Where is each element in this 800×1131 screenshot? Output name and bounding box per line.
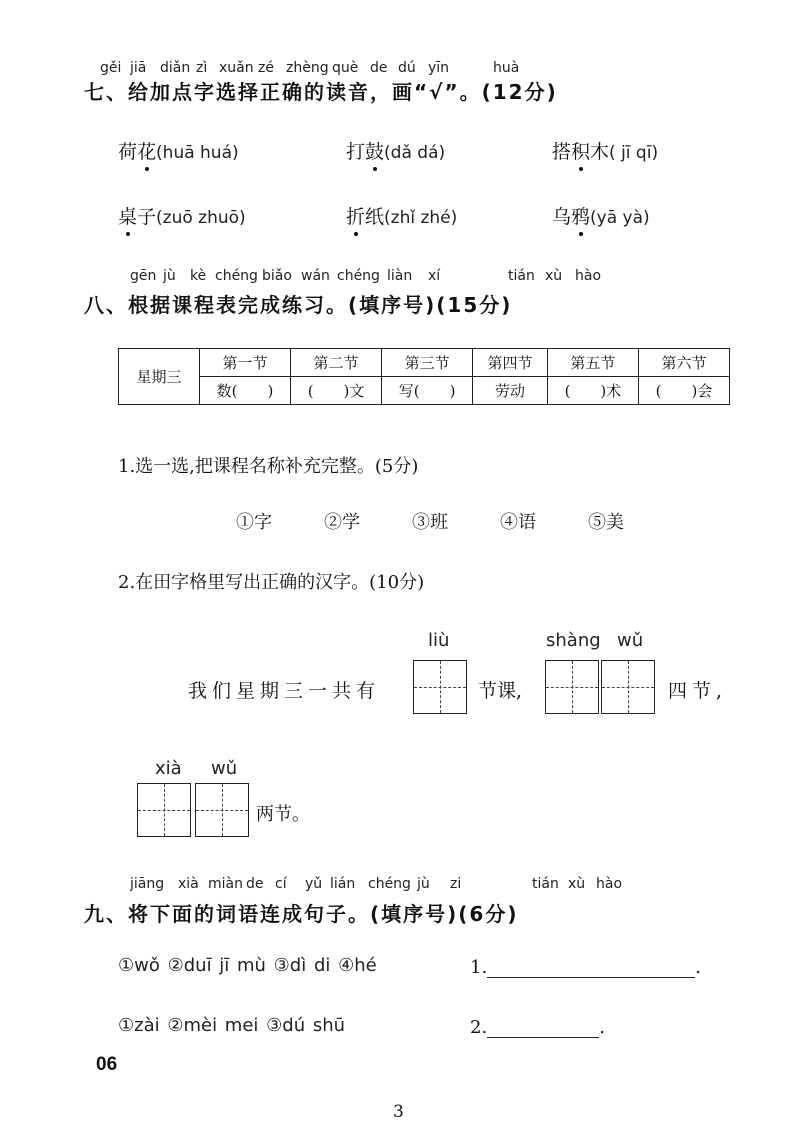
option-4[interactable]: ④语 (500, 512, 536, 533)
item-zhuozi[interactable]: 桌子(zuō zhuō) (118, 202, 246, 229)
item-hehua[interactable]: 荷花(huā huá) (118, 137, 239, 164)
pinyin-syllable: hào (596, 876, 623, 892)
pinyin-syllable: xù (545, 268, 563, 284)
option-5[interactable]: ⑤美 (588, 512, 624, 533)
section9-heading: 九、将下面的词语连成句子。(填序号)(6分) (84, 902, 519, 926)
item-dagu[interactable]: 打鼓(dǎ dá) (346, 137, 445, 164)
item-dajimu[interactable]: 搭积木( jī qī) (552, 137, 658, 164)
pinyin-syllable: jiāng (130, 876, 165, 892)
dotted-char: 鸦 (571, 202, 590, 229)
pinyin-wu1: wǔ (617, 630, 644, 651)
pinyin-syllable: kè (190, 268, 207, 284)
dotted-char: 桌 (118, 202, 137, 229)
course-cell[interactable]: ( )会 (638, 377, 729, 405)
day-cell: 星期三 (119, 349, 200, 405)
pinyin-syllable: zi (450, 876, 462, 892)
sentence-end-b: 两节。 (256, 804, 310, 825)
sentence-end-a: 四节, (668, 680, 728, 702)
option-3[interactable]: ③班 (412, 512, 448, 533)
period-header: 第六节 (638, 349, 729, 377)
pinyin-syllable: tián (508, 268, 535, 284)
answer-1[interactable]: 1. . (470, 957, 701, 978)
pinyin-syllable: zé (258, 60, 274, 76)
pinyin-syllable: xuǎn (219, 60, 254, 76)
course-cell[interactable]: 写( ) (382, 377, 473, 405)
words-row-2: ①zài ②mèi mei ③dú shū (118, 1015, 346, 1036)
sentence-mid: 节课, (478, 680, 523, 702)
pinyin-syllable: de (370, 60, 388, 76)
pinyin-shang: shàng (546, 630, 601, 651)
q2-prompt: 2.在田字格里写出正确的汉字。(10分) (118, 572, 425, 593)
pinyin-liu: liù (428, 630, 450, 651)
sentence-start: 我们星期三一共有 (188, 680, 381, 702)
answer-line[interactable] (487, 1015, 599, 1038)
pinyin-syllable: jù (163, 268, 176, 284)
section8-heading: 八、根据课程表完成练习。(填序号)(15分) (84, 293, 513, 317)
period-header: 第四节 (473, 349, 548, 377)
dotted-char: 花 (137, 137, 156, 164)
item-zhezhi[interactable]: 折纸(zhǐ zhé) (346, 202, 457, 229)
page-label: 06 (96, 1054, 118, 1075)
pinyin-syllable: hào (575, 268, 602, 284)
pinyin-syllable: huà (493, 60, 520, 76)
pinyin-syllable: gěi (100, 60, 122, 76)
pinyin-syllable: zì (196, 60, 208, 76)
pinyin-syllable: gēn (130, 268, 157, 284)
period-header: 第三节 (382, 349, 473, 377)
q1-prompt: 1.选一选,把课程名称补充完整。(5分) (118, 456, 419, 477)
pinyin-syllable: miàn (208, 876, 243, 892)
pinyin-syllable: wán (301, 268, 330, 284)
dotted-char: 折 (346, 202, 365, 229)
dotted-char: 积 (571, 137, 590, 164)
pinyin-syllable: xià (178, 876, 199, 892)
pinyin-syllable: diǎn (160, 60, 191, 76)
pinyin-syllable: yīn (428, 60, 450, 76)
pinyin-syllable: chéng (215, 268, 258, 284)
course-cell[interactable]: ( )术 (547, 377, 638, 405)
words-row-1: ①wǒ ②duī jī mù ③dì di ④hé (118, 955, 377, 976)
dotted-char: 鼓 (365, 137, 384, 164)
pinyin-syllable: cí (275, 876, 287, 892)
pinyin-syllable: què (332, 60, 359, 76)
section7-heading: 七、给加点字选择正确的读音，画“√”。(12分) (84, 80, 558, 104)
pinyin-syllable: dú (398, 60, 416, 76)
pinyin-syllable: zhèng (286, 60, 329, 76)
schedule-table (118, 348, 730, 405)
course-cell[interactable]: 数( ) (200, 377, 291, 405)
pinyin-syllable: jù (417, 876, 430, 892)
period-header: 第二节 (291, 349, 382, 377)
pinyin-syllable: liàn (387, 268, 413, 284)
pinyin-syllable: lián (330, 876, 356, 892)
item-wuya[interactable]: 乌鸦(yā yà) (552, 202, 650, 229)
page-number: 3 (393, 1102, 404, 1122)
tianzige-box[interactable] (413, 660, 467, 714)
option-2[interactable]: ②学 (324, 512, 360, 533)
pinyin-syllable: yǔ (305, 876, 323, 892)
tianzige-box[interactable] (137, 783, 191, 837)
pinyin-syllable: de (246, 876, 264, 892)
answer-2[interactable]: 2. . (470, 1017, 605, 1038)
answer-line[interactable] (487, 955, 695, 978)
tianzige-box[interactable] (601, 660, 655, 714)
pinyin-wu2: wǔ (211, 758, 238, 779)
pinyin-syllable: xí (428, 268, 441, 284)
pinyin-xia: xià (155, 758, 182, 779)
tianzige-box[interactable] (545, 660, 599, 714)
pinyin-syllable: xù (568, 876, 586, 892)
pinyin-syllable: chéng (337, 268, 380, 284)
tianzige-box[interactable] (195, 783, 249, 837)
pinyin-syllable: chéng (368, 876, 411, 892)
pinyin-syllable: tián (532, 876, 559, 892)
course-cell: 劳动 (473, 377, 548, 405)
course-cell[interactable]: ( )文 (291, 377, 382, 405)
period-header: 第一节 (200, 349, 291, 377)
option-1[interactable]: ①字 (236, 512, 272, 533)
period-header: 第五节 (547, 349, 638, 377)
pinyin-syllable: biǎo (262, 268, 292, 284)
pinyin-syllable: jiā (130, 60, 147, 76)
